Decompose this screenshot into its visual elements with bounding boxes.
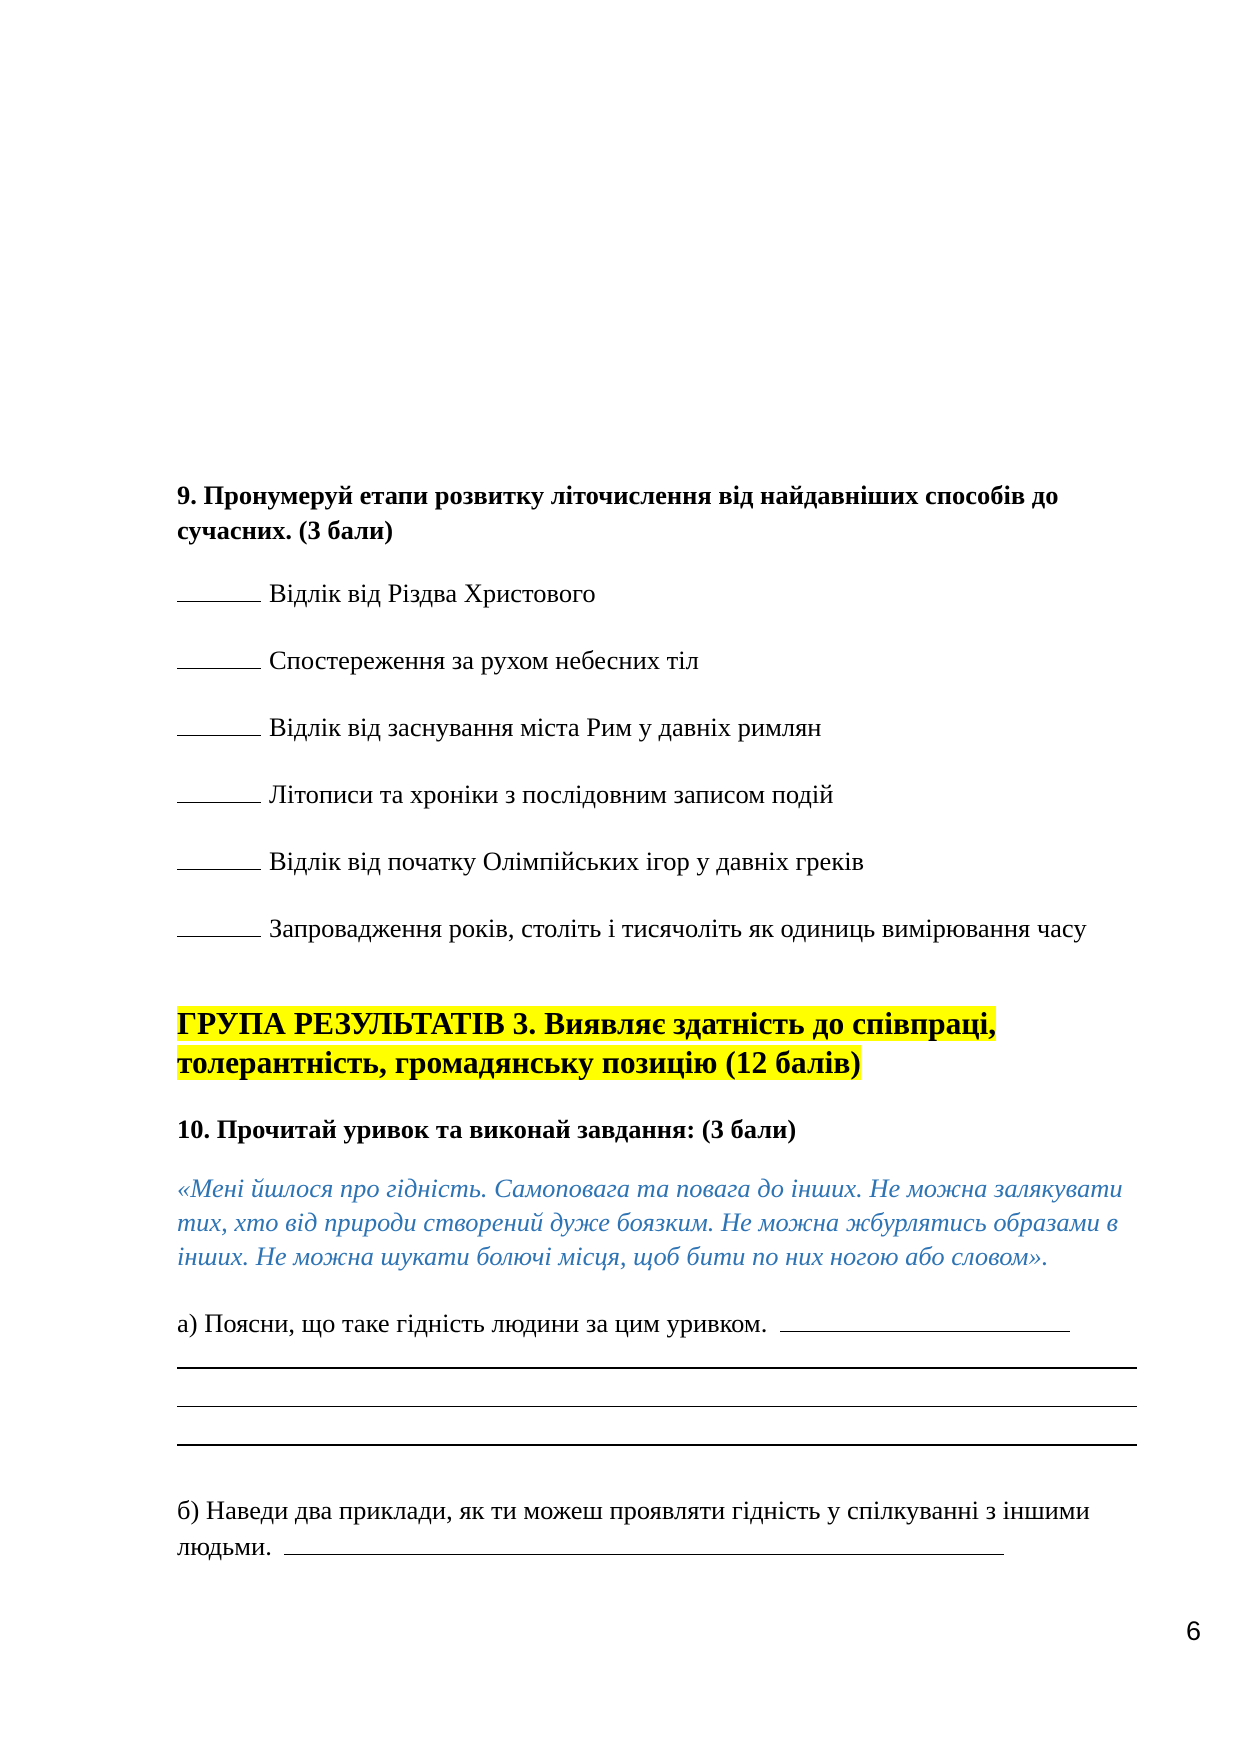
- answer-blank[interactable]: [177, 713, 261, 736]
- page-number: 6: [1186, 1616, 1202, 1646]
- quote-excerpt: «Мені йшлося про гідність. Самоповага та повага до інших. Не можна залякувати тих, хто від природи створений дуже боязким. Не можна жбурлятись образами в інших. Не можна шукати болючі місця, щоб бити по них ногою або словом».: [177, 1173, 1123, 1271]
- answer-blank[interactable]: [177, 780, 261, 803]
- part-a: [177, 1306, 1152, 1341]
- item-text: Відлік від Різдва Христового: [269, 578, 596, 608]
- list-item: [177, 844, 1152, 879]
- answer-line[interactable]: [284, 1532, 1004, 1555]
- list-item: [177, 576, 1152, 611]
- answer-line[interactable]: [177, 1444, 1137, 1446]
- list-item: [177, 643, 1152, 678]
- question-10-title: 10. Прочитай уривок та виконай завдання: (3 бали): [177, 1114, 797, 1144]
- answer-blank[interactable]: [177, 914, 261, 937]
- answer-blank[interactable]: [177, 579, 261, 602]
- question-9-title: 9. Пронумеруй етапи розвитку літочислення від найдавніших способів до сучасних. (3 бали): [177, 480, 1059, 545]
- answer-line[interactable]: [177, 1367, 1137, 1369]
- list-item: [177, 911, 1152, 946]
- part-a-text: а) Поясни, що таке гідність людини за цим уривком.: [177, 1308, 768, 1338]
- answer-line[interactable]: [177, 1406, 1137, 1408]
- item-text: Спостереження за рухом небесних тіл: [269, 645, 699, 675]
- group-heading-text: ГРУПА РЕЗУЛЬТАТІВ 3. Виявляє здатність до співпраці, толерантність, громадянську позицію (12 балів): [177, 1006, 997, 1080]
- item-text: Літописи та хроніки з послідовним записом подій: [269, 779, 834, 809]
- group-heading: [177, 1004, 1152, 1082]
- item-text: Відлік від заснування міста Рим у давніх римлян: [269, 712, 822, 742]
- part-b: [177, 1492, 1152, 1564]
- answer-blank[interactable]: [177, 646, 261, 669]
- page-content: [177, 478, 1152, 1564]
- list-item: [177, 777, 1152, 812]
- part-b-text: б) Наведи два приклади, як ти можеш проявляти гідність у спілкуванні з іншими людьми.: [177, 1494, 1090, 1561]
- question-9-items: [177, 576, 1152, 946]
- answer-line[interactable]: [780, 1309, 1070, 1332]
- item-text: Запровадження років, століть і тисячоліть як одиниць вимірювання часу: [269, 913, 1087, 943]
- answer-blank[interactable]: [177, 847, 261, 870]
- item-text: Відлік від початку Олімпійських ігор у давніх греків: [269, 846, 865, 876]
- list-item: [177, 710, 1152, 745]
